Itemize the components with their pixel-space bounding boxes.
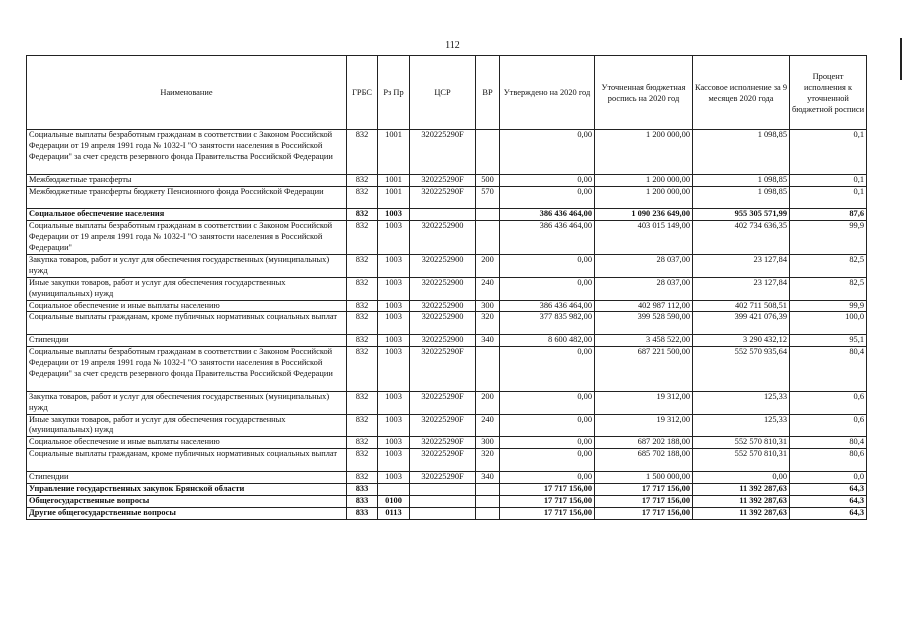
cell-name: Управление государственных закупок Брянской области <box>27 483 347 495</box>
cell-grbs: 832 <box>347 221 378 255</box>
cell-name: Межбюджетные трансферты <box>27 174 347 186</box>
cell-executed: 955 305 571,99 <box>693 209 790 221</box>
cell-name: Социальное обеспечение и иные выплаты населению <box>27 437 347 449</box>
cell-rzpr: 1001 <box>378 174 410 186</box>
cell-revised: 17 717 156,00 <box>595 507 693 519</box>
cell-rzpr: 0113 <box>378 507 410 519</box>
cell-executed: 3 290 432,12 <box>693 335 790 347</box>
cell-vr: 240 <box>476 414 500 437</box>
cell-grbs: 832 <box>347 437 378 449</box>
cell-vr: 200 <box>476 254 500 277</box>
cell-csr <box>410 495 476 507</box>
cell-grbs: 832 <box>347 449 378 472</box>
cell-name: Иные закупки товаров, работ и услуг для обеспечения государственных (муниципальных) нужд <box>27 414 347 437</box>
header-csr: ЦСР <box>410 56 476 130</box>
cell-csr: 3202252900 <box>410 300 476 312</box>
cell-csr <box>410 507 476 519</box>
cell-vr <box>476 221 500 255</box>
cell-revised: 1 500 000,00 <box>595 472 693 484</box>
cell-name: Межбюджетные трансферты бюджету Пенсионного фонда Российской Федерации <box>27 186 347 209</box>
cell-executed: 1 098,85 <box>693 174 790 186</box>
cell-grbs: 832 <box>347 391 378 414</box>
cell-vr: 300 <box>476 300 500 312</box>
cell-revised: 685 702 188,00 <box>595 449 693 472</box>
cell-grbs: 833 <box>347 507 378 519</box>
cell-executed: 23 127,84 <box>693 277 790 300</box>
table-row <box>27 414 867 437</box>
cell-executed: 23 127,84 <box>693 254 790 277</box>
cell-csr: 320225290F <box>410 437 476 449</box>
table-row <box>27 277 867 300</box>
cell-revised: 28 037,00 <box>595 277 693 300</box>
cell-grbs: 832 <box>347 277 378 300</box>
cell-vr: 500 <box>476 174 500 186</box>
table-row <box>27 495 867 507</box>
table-row <box>27 347 867 392</box>
cell-name: Социальные выплаты безработным гражданам в соответствии с Законом Российской Федерации от 19 апреля 1991 года № 1032-I "О занятости населения в Российской Федерации" за счет средств резервного фонда Правительства Российской Федерации <box>27 347 347 392</box>
cell-percent: 99,9 <box>790 300 867 312</box>
cell-revised: 17 717 156,00 <box>595 483 693 495</box>
cell-approved: 0,00 <box>500 174 595 186</box>
cell-approved: 17 717 156,00 <box>500 483 595 495</box>
cell-percent: 0,1 <box>790 130 867 175</box>
cell-rzpr: 1003 <box>378 437 410 449</box>
cell-vr <box>476 209 500 221</box>
cell-vr <box>476 483 500 495</box>
cell-executed: 11 392 287,63 <box>693 507 790 519</box>
cell-csr: 320225290F <box>410 414 476 437</box>
table-row <box>27 449 867 472</box>
table-row <box>27 221 867 255</box>
header-executed: Кассовое исполнение за 9 месяцев 2020 года <box>693 56 790 130</box>
cell-name: Социальные выплаты гражданам, кроме публичных нормативных социальных выплат <box>27 449 347 472</box>
header-rzpr: Рз Пр <box>378 56 410 130</box>
cell-rzpr: 1001 <box>378 186 410 209</box>
cell-vr: 570 <box>476 186 500 209</box>
cell-revised: 19 312,00 <box>595 391 693 414</box>
cell-vr <box>476 347 500 392</box>
cell-name: Социальные выплаты гражданам, кроме публичных нормативных социальных выплат <box>27 312 347 335</box>
cell-revised: 687 202 188,00 <box>595 437 693 449</box>
cell-revised: 1 200 000,00 <box>595 186 693 209</box>
cell-executed: 552 570 935,64 <box>693 347 790 392</box>
cell-revised: 402 987 112,00 <box>595 300 693 312</box>
cell-executed: 125,33 <box>693 414 790 437</box>
cell-rzpr: 1003 <box>378 449 410 472</box>
table-row <box>27 437 867 449</box>
cell-approved: 0,00 <box>500 437 595 449</box>
table-header-row <box>27 56 867 130</box>
cell-executed: 402 711 508,51 <box>693 300 790 312</box>
cell-approved: 0,00 <box>500 186 595 209</box>
cell-revised: 1 200 000,00 <box>595 174 693 186</box>
cell-name: Закупка товаров, работ и услуг для обеспечения государственных (муниципальных) нужд <box>27 391 347 414</box>
cell-grbs: 832 <box>347 254 378 277</box>
header-percent: Процент исполнения к уточненной бюджетной росписи <box>790 56 867 130</box>
cell-revised: 3 458 522,00 <box>595 335 693 347</box>
cell-rzpr: 1003 <box>378 300 410 312</box>
cell-rzpr: 1003 <box>378 209 410 221</box>
cell-executed: 1 098,85 <box>693 130 790 175</box>
cell-revised: 1 090 236 649,00 <box>595 209 693 221</box>
page-number: 112 <box>445 40 460 51</box>
cell-executed: 0,00 <box>693 472 790 484</box>
cell-executed: 402 734 636,35 <box>693 221 790 255</box>
cell-percent: 100,0 <box>790 312 867 335</box>
cell-grbs: 832 <box>347 472 378 484</box>
cell-approved: 386 436 464,00 <box>500 221 595 255</box>
cell-revised: 687 221 500,00 <box>595 347 693 392</box>
cell-percent: 64,3 <box>790 483 867 495</box>
cell-approved: 0,00 <box>500 254 595 277</box>
cell-approved: 0,00 <box>500 277 595 300</box>
cell-approved: 0,00 <box>500 391 595 414</box>
cell-vr: 340 <box>476 335 500 347</box>
table-row <box>27 335 867 347</box>
cell-percent: 80,4 <box>790 437 867 449</box>
header-grbs: ГРБС <box>347 56 378 130</box>
cell-percent: 0,1 <box>790 174 867 186</box>
cell-name: Социальные выплаты безработным гражданам в соответствии с Законом Российской Федерации от 19 апреля 1991 года № 1032-I "О занятости населения в Российской Федерации" за счет средств резервного фонда Правительства Российской Федерации <box>27 130 347 175</box>
cell-csr: 3202252900 <box>410 277 476 300</box>
cell-executed: 125,33 <box>693 391 790 414</box>
cell-grbs: 832 <box>347 209 378 221</box>
cell-grbs: 832 <box>347 186 378 209</box>
cell-csr: 320225290F <box>410 347 476 392</box>
cell-rzpr: 1003 <box>378 254 410 277</box>
table-row <box>27 312 867 335</box>
cell-approved: 377 835 982,00 <box>500 312 595 335</box>
cell-percent: 0,6 <box>790 391 867 414</box>
cell-approved: 386 436 464,00 <box>500 300 595 312</box>
cell-vr <box>476 495 500 507</box>
table-row <box>27 186 867 209</box>
cell-percent: 80,6 <box>790 449 867 472</box>
table-body <box>27 130 867 520</box>
cell-executed: 1 098,85 <box>693 186 790 209</box>
cell-csr: 320225290F <box>410 130 476 175</box>
cell-vr <box>476 507 500 519</box>
cell-vr: 320 <box>476 312 500 335</box>
table-row <box>27 130 867 175</box>
cell-percent: 82,5 <box>790 254 867 277</box>
budget-table <box>26 55 867 520</box>
cell-percent: 64,3 <box>790 495 867 507</box>
cell-approved: 0,00 <box>500 130 595 175</box>
cell-csr: 3202252900 <box>410 312 476 335</box>
cell-percent: 0,1 <box>790 186 867 209</box>
header-revised: Уточненная бюджетная роспись на 2020 год <box>595 56 693 130</box>
cell-grbs: 832 <box>347 312 378 335</box>
cell-name: Закупка товаров, работ и услуг для обеспечения государственных (муниципальных) нужд <box>27 254 347 277</box>
cell-csr: 3202252900 <box>410 221 476 255</box>
table-row <box>27 472 867 484</box>
cell-csr: 320225290F <box>410 391 476 414</box>
cell-approved: 17 717 156,00 <box>500 495 595 507</box>
header-approved: Утверждено на 2020 год <box>500 56 595 130</box>
cell-rzpr: 1003 <box>378 391 410 414</box>
cell-executed: 552 570 810,31 <box>693 449 790 472</box>
cell-vr: 300 <box>476 437 500 449</box>
table-row <box>27 483 867 495</box>
cell-name: Другие общегосударственные вопросы <box>27 507 347 519</box>
table-row <box>27 254 867 277</box>
cell-percent: 0,6 <box>790 414 867 437</box>
cell-revised: 17 717 156,00 <box>595 495 693 507</box>
cell-rzpr: 1003 <box>378 414 410 437</box>
cell-revised: 28 037,00 <box>595 254 693 277</box>
cell-grbs: 832 <box>347 347 378 392</box>
cell-approved: 0,00 <box>500 449 595 472</box>
cell-percent: 87,6 <box>790 209 867 221</box>
cell-vr: 240 <box>476 277 500 300</box>
cell-approved: 386 436 464,00 <box>500 209 595 221</box>
cell-name: Общегосударственные вопросы <box>27 495 347 507</box>
cell-csr: 320225290F <box>410 186 476 209</box>
cell-approved: 0,00 <box>500 347 595 392</box>
cell-approved: 8 600 482,00 <box>500 335 595 347</box>
table-row <box>27 507 867 519</box>
cell-csr <box>410 209 476 221</box>
cell-vr: 340 <box>476 472 500 484</box>
header-name: Наименование <box>27 56 347 130</box>
cell-grbs: 832 <box>347 335 378 347</box>
cell-executed: 11 392 287,63 <box>693 483 790 495</box>
table-row <box>27 300 867 312</box>
cell-name: Стипендии <box>27 335 347 347</box>
cell-grbs: 833 <box>347 495 378 507</box>
cell-name: Социальные выплаты безработным гражданам в соответствии с Законом Российской Федерации от 19 апреля 1991 года № 1032-I "О занятости населения в Российской Федерации" <box>27 221 347 255</box>
cell-grbs: 832 <box>347 414 378 437</box>
cell-approved: 0,00 <box>500 472 595 484</box>
cell-rzpr: 1003 <box>378 221 410 255</box>
cell-percent: 82,5 <box>790 277 867 300</box>
cell-name: Социальное обеспечение и иные выплаты населению <box>27 300 347 312</box>
cell-csr: 3202252900 <box>410 335 476 347</box>
cell-grbs: 832 <box>347 300 378 312</box>
cell-grbs: 832 <box>347 130 378 175</box>
cell-revised: 399 528 590,00 <box>595 312 693 335</box>
cell-vr: 200 <box>476 391 500 414</box>
cell-rzpr: 1003 <box>378 347 410 392</box>
cell-csr <box>410 483 476 495</box>
cell-revised: 19 312,00 <box>595 414 693 437</box>
cell-percent: 80,4 <box>790 347 867 392</box>
header-vr: ВР <box>476 56 500 130</box>
cell-name: Социальное обеспечение населения <box>27 209 347 221</box>
cell-approved: 17 717 156,00 <box>500 507 595 519</box>
cell-csr: 320225290F <box>410 449 476 472</box>
cell-name: Иные закупки товаров, работ и услуг для обеспечения государственных (муниципальных) нужд <box>27 277 347 300</box>
cell-approved: 0,00 <box>500 414 595 437</box>
margin-mark <box>900 38 902 80</box>
cell-name: Стипендии <box>27 472 347 484</box>
cell-grbs: 833 <box>347 483 378 495</box>
cell-revised: 403 015 149,00 <box>595 221 693 255</box>
cell-rzpr: 1003 <box>378 312 410 335</box>
cell-csr: 3202252900 <box>410 254 476 277</box>
cell-vr <box>476 130 500 175</box>
cell-percent: 95,1 <box>790 335 867 347</box>
cell-grbs: 832 <box>347 174 378 186</box>
cell-percent: 99,9 <box>790 221 867 255</box>
table-row <box>27 174 867 186</box>
cell-csr: 320225290F <box>410 174 476 186</box>
table-row <box>27 391 867 414</box>
cell-rzpr: 1003 <box>378 277 410 300</box>
cell-vr: 320 <box>476 449 500 472</box>
cell-rzpr: 1003 <box>378 335 410 347</box>
cell-percent: 64,3 <box>790 507 867 519</box>
cell-rzpr: 1001 <box>378 130 410 175</box>
cell-executed: 11 392 287,63 <box>693 495 790 507</box>
table-row <box>27 209 867 221</box>
cell-percent: 0,0 <box>790 472 867 484</box>
cell-csr: 320225290F <box>410 472 476 484</box>
cell-revised: 1 200 000,00 <box>595 130 693 175</box>
cell-executed: 399 421 076,39 <box>693 312 790 335</box>
cell-rzpr <box>378 483 410 495</box>
cell-rzpr: 1003 <box>378 472 410 484</box>
cell-rzpr: 0100 <box>378 495 410 507</box>
cell-executed: 552 570 810,31 <box>693 437 790 449</box>
